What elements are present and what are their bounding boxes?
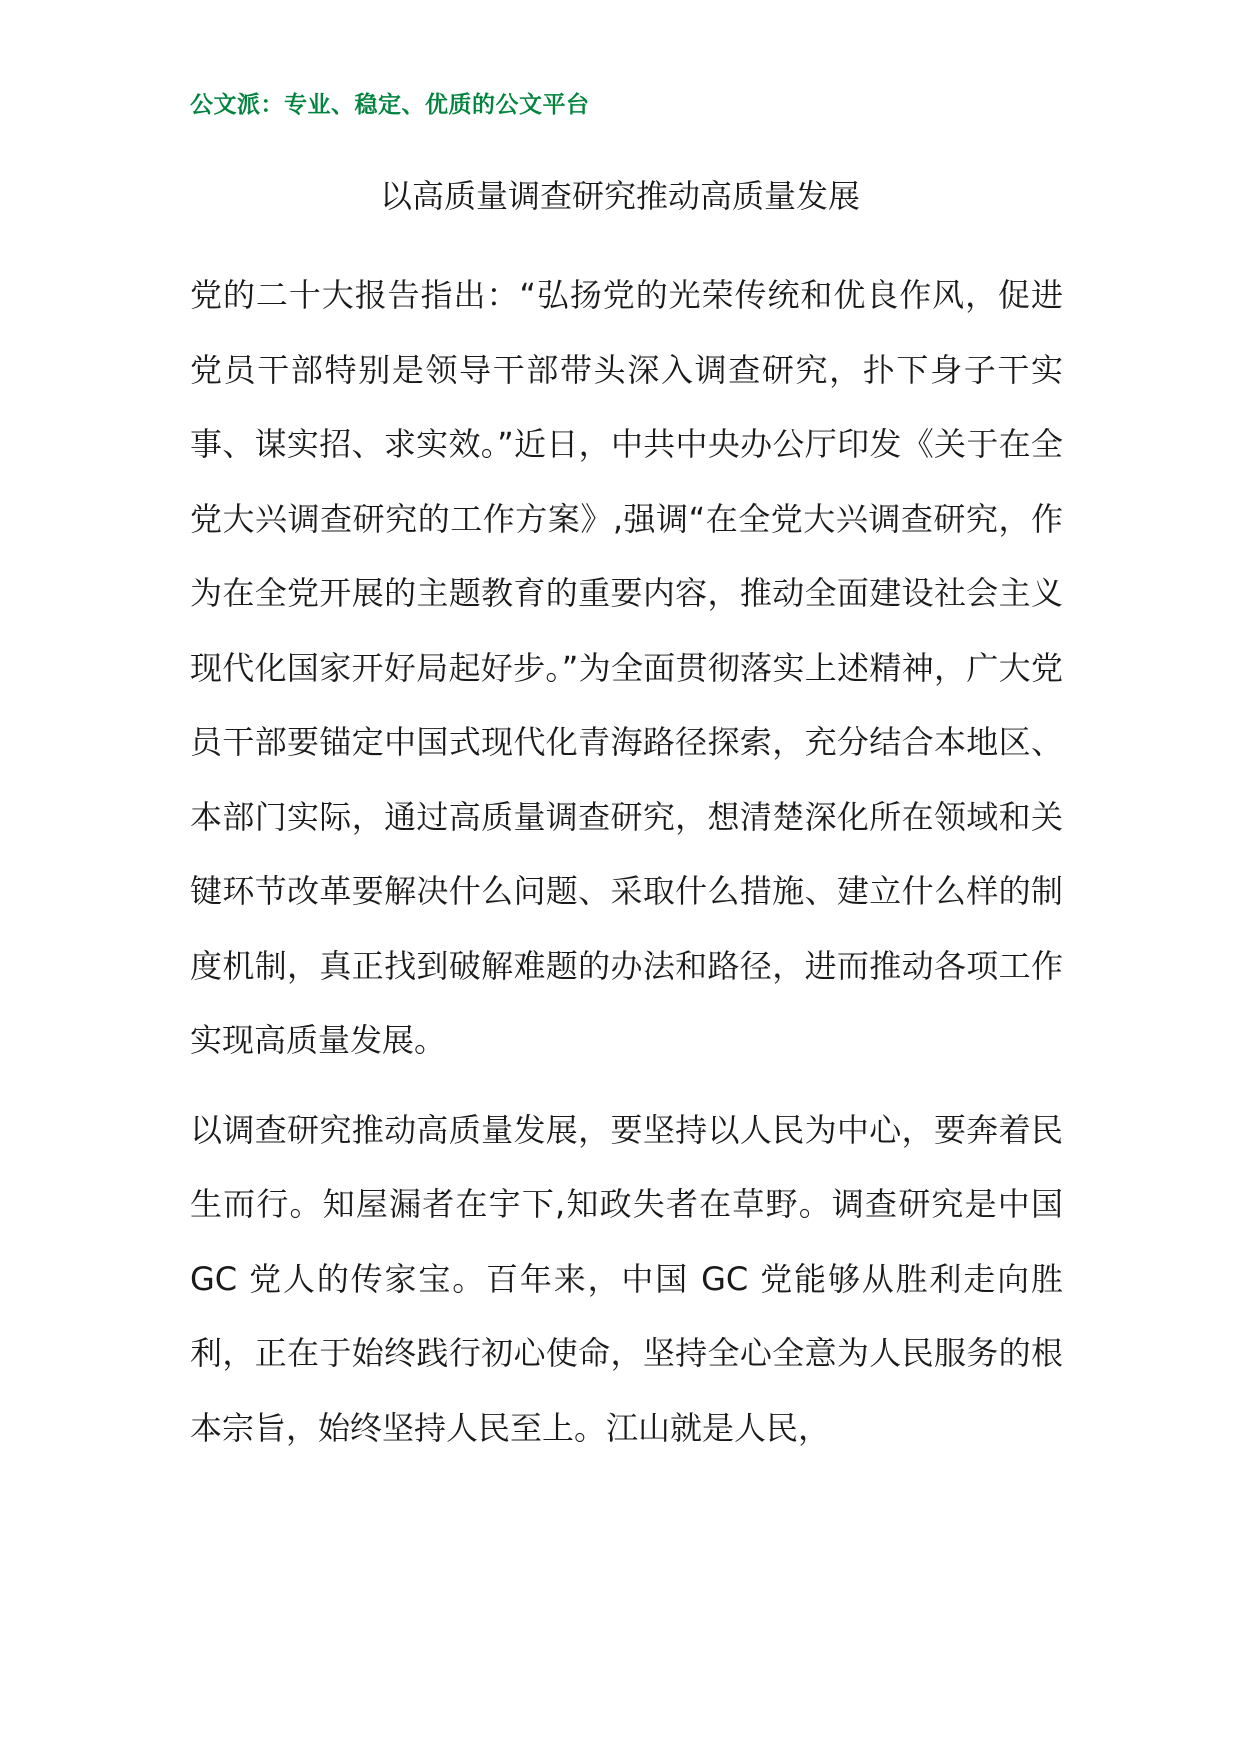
document-body [190, 258, 1063, 1465]
brand-header: 公文派：专业、稳定、优质的公文平台 [190, 92, 590, 118]
paragraph-2: 以调查研究推动高质量发展，要坚持以人民为中心，要奔着民生而行。知屋漏者在宇下,知政失者在草野。调查研究是中国 GC 党人的传家宝。百年来，中国 GC 党能够从胜利走向胜利，正在于始终践行初心使命，坚持全心全意为人民服务的根本宗旨，始终坚持人民至上。江山就是人民， [190, 1110, 1063, 1447]
document-title: 以高质量调查研究推动高质量发展 [379, 177, 860, 215]
paragraph-1: 党的二十大报告指出：“弘扬党的光荣传统和优良作风，促进党员干部特别是领导干部带头深入调查研究，扑下身子干实事、谋实招、求实效。”近日，中共中央办公厅印发《关于在全党大兴调查研究的工作方案》,强调“在全党大兴调查研究，作为在全党开展的主题教育的重要内容，推动全面建设社会主义现代化国家开好局起好步。”为全面贯彻落实上述精神，广大党员干部要锚定中国式现代化青海路径探索，充分结合本地区、本部门实际，通过高质量调查研究，想清楚深化所在领域和关键环节改革要解决什么问题、采取什么措施、建立什么样的制度机制，真正找到破解难题的办法和路径，进而推动各项工作实现高质量发展。 [190, 276, 1063, 1059]
